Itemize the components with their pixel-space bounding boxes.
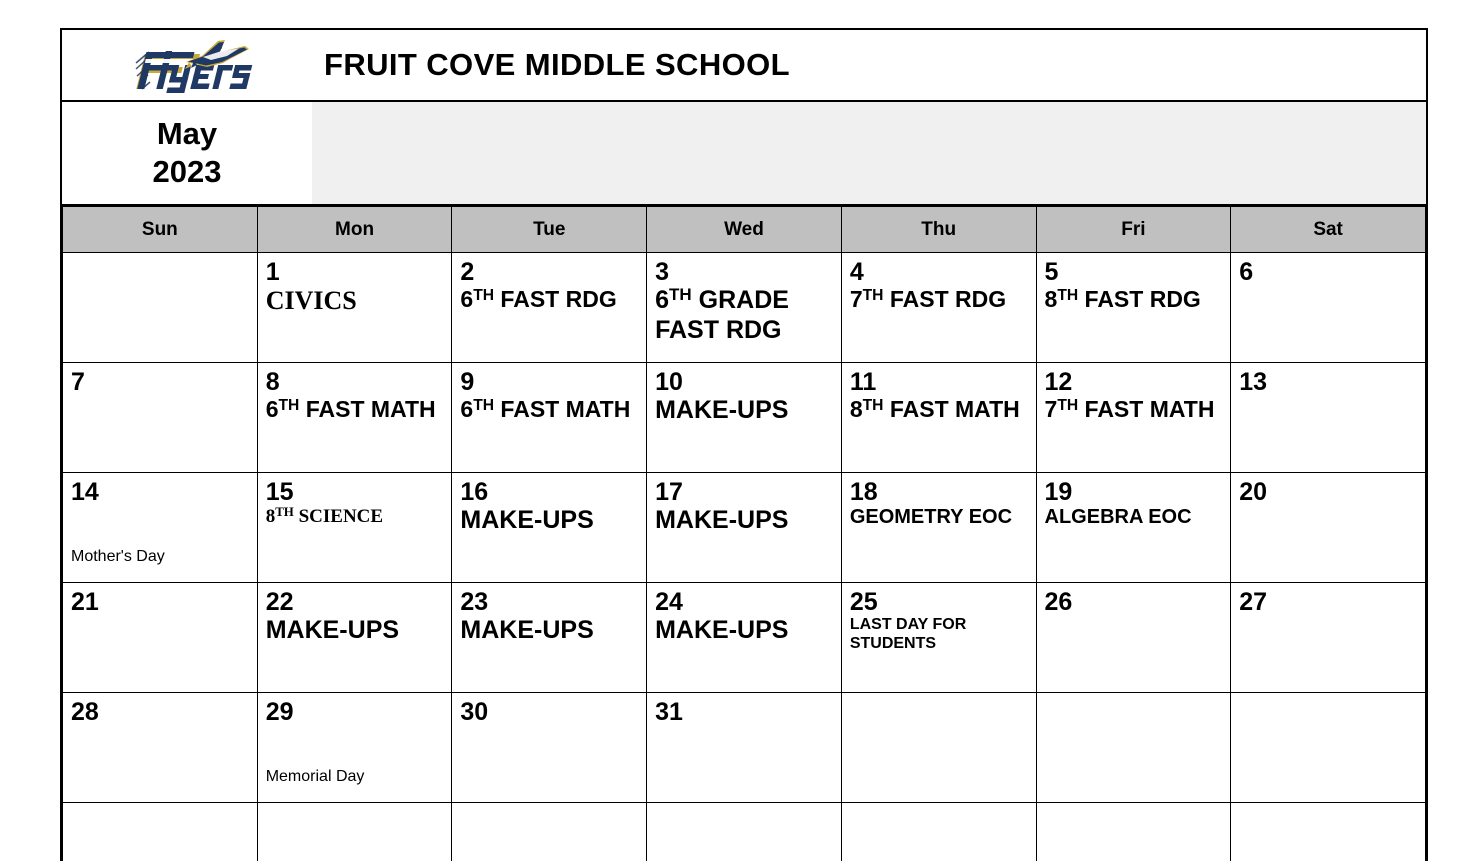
day-cell-content [842, 363, 1036, 472]
day-number: 25 [849, 588, 878, 616]
day-number: 5 [1044, 258, 1059, 286]
calendar-frame [60, 28, 1428, 861]
day-number: 4 [849, 258, 864, 286]
weekday-header-mon: Mon [257, 207, 452, 253]
day-cell-content [452, 583, 646, 692]
calendar-day-cell-empty[interactable] [1036, 693, 1231, 803]
holiday-label: Memorial Day [265, 768, 365, 785]
day-cell-content [842, 803, 1036, 861]
day-number: 31 [655, 698, 683, 726]
day-cell-content [63, 803, 257, 861]
day-cell-content [1037, 253, 1231, 362]
day-event: MAKE-UPS [460, 616, 594, 644]
day-cell-content [452, 253, 646, 362]
calendar-body [63, 253, 1426, 861]
weekday-header-sat: Sat [1231, 207, 1426, 253]
calendar-day-cell-6[interactable] [1231, 253, 1426, 363]
day-event: 6TH FAST MATH [460, 396, 631, 422]
day-cell-content [258, 803, 452, 861]
day-event: MAKE-UPS [460, 506, 594, 534]
calendar-day-cell-1[interactable] [257, 253, 452, 363]
calendar-day-cell-13[interactable] [1231, 363, 1426, 473]
day-cell-content [63, 693, 257, 802]
day-event: CIVICS [265, 286, 357, 315]
day-number: 17 [655, 478, 683, 506]
day-event: 7TH FAST RDG [849, 286, 1007, 312]
day-event: 8TH FAST RDG [1044, 286, 1201, 312]
day-cell-content [647, 473, 841, 582]
day-event: 7TH FAST MATH [1044, 396, 1215, 422]
month-name: May [156, 116, 218, 152]
calendar-day-cell-31[interactable] [647, 693, 842, 803]
calendar-week-row [63, 803, 1426, 861]
day-event: 8TH FAST MATH [849, 396, 1020, 422]
calendar-day-cell-empty[interactable] [63, 803, 258, 861]
day-cell-content [1231, 473, 1425, 582]
weekday-header-fri: Fri [1036, 207, 1231, 253]
day-number: 3 [655, 258, 670, 286]
day-number: 29 [265, 698, 294, 726]
day-number: 6 [1239, 258, 1254, 286]
day-number: 18 [849, 478, 878, 506]
calendar-day-cell-empty[interactable] [841, 693, 1036, 803]
calendar-day-cell-2[interactable] [452, 253, 647, 363]
day-event: ALGEBRA EOC [1044, 506, 1192, 528]
day-event: 6TH GRADE FAST RDG [655, 284, 789, 344]
day-cell-content [452, 693, 646, 802]
calendar-week-row [63, 253, 1426, 363]
calendar-day-cell-5[interactable] [1036, 253, 1231, 363]
day-number: 27 [1239, 588, 1268, 616]
calendar-day-cell-16[interactable] [452, 473, 647, 583]
month-year: 2023 [152, 154, 222, 189]
day-number: 10 [655, 368, 683, 396]
weekday-header-thu: Thu [841, 207, 1036, 253]
holiday-label: Mother's Day [71, 548, 165, 565]
calendar-day-cell-empty[interactable] [257, 803, 452, 861]
day-cell-content [258, 473, 452, 582]
day-event: GEOMETRY EOC [849, 506, 1013, 528]
day-cell-content [1231, 583, 1425, 692]
month-band-filler [312, 102, 1426, 204]
calendar-day-cell-17[interactable] [647, 473, 842, 583]
calendar-day-cell-empty[interactable] [841, 803, 1036, 861]
day-number: 21 [71, 588, 99, 616]
day-event: 6TH FAST RDG [460, 286, 617, 312]
day-cell-content [1231, 693, 1425, 802]
calendar-day-cell-29[interactable] [257, 693, 452, 803]
day-number: 30 [460, 698, 489, 726]
calendar-day-cell-30[interactable] [452, 693, 647, 803]
calendar-week-row [63, 583, 1426, 693]
day-number: 22 [265, 588, 294, 616]
day-number: 28 [71, 698, 99, 726]
day-number: 2 [460, 258, 475, 286]
day-event: LAST DAY FOR STUDENTS [849, 616, 967, 652]
calendar-day-cell-12[interactable] [1036, 363, 1231, 473]
day-number: 20 [1239, 478, 1268, 506]
day-number: 19 [1044, 478, 1073, 506]
day-cell-content [1037, 363, 1231, 472]
day-number: 1 [265, 258, 280, 286]
day-number: 14 [71, 478, 99, 506]
day-number: 24 [655, 588, 683, 616]
day-cell-content [258, 583, 452, 692]
month-band [62, 102, 1426, 206]
day-cell-content [452, 363, 646, 472]
day-number: 9 [460, 368, 475, 396]
calendar-day-cell-3[interactable] [647, 253, 842, 363]
day-event: MAKE-UPS [655, 506, 789, 534]
calendar-day-cell-empty[interactable] [63, 253, 258, 363]
calendar-day-cell-8[interactable] [257, 363, 452, 473]
day-cell-content [647, 693, 841, 802]
calendar-day-cell-19[interactable] [1036, 473, 1231, 583]
month-label-cell [62, 102, 312, 204]
day-cell-content [452, 473, 646, 582]
day-number: 7 [71, 368, 85, 396]
day-cell-content [1037, 803, 1231, 861]
day-cell-content [1037, 473, 1231, 582]
calendar-day-cell-18[interactable] [841, 473, 1036, 583]
day-cell-content [63, 253, 257, 362]
calendar-day-cell-23[interactable] [452, 583, 647, 693]
weekday-header-sun: Sun [63, 207, 258, 253]
calendar-day-cell-25[interactable] [841, 583, 1036, 693]
day-cell-content [1231, 253, 1425, 362]
calendar-day-cell-27[interactable] [1231, 583, 1426, 693]
calendar-day-cell-28[interactable] [63, 693, 258, 803]
calendar-day-cell-4[interactable] [841, 253, 1036, 363]
calendar-day-cell-22[interactable] [257, 583, 452, 693]
day-number: 15 [265, 478, 294, 506]
calendar-day-cell-26[interactable] [1036, 583, 1231, 693]
weekday-header-tue: Tue [452, 207, 647, 253]
day-cell-content [258, 693, 452, 802]
weekday-header-wed: Wed [647, 207, 842, 253]
day-event: 8TH SCIENCE [265, 503, 384, 527]
day-number: 23 [460, 588, 489, 616]
day-cell-content [842, 583, 1036, 692]
school-name-title: FRUIT COVE MIDDLE SCHOOL [324, 47, 790, 82]
day-number: 12 [1044, 368, 1073, 396]
weekday-header-row [63, 207, 1426, 253]
day-number: 8 [265, 368, 280, 396]
calendar-day-cell-empty[interactable] [1036, 803, 1231, 861]
day-cell-content [1231, 363, 1425, 472]
day-cell-content [63, 473, 257, 582]
day-number: 13 [1239, 368, 1268, 396]
school-banner [62, 30, 1426, 102]
day-event: MAKE-UPS [655, 616, 789, 644]
day-cell-content [647, 363, 841, 472]
calendar-week-row [63, 473, 1426, 583]
day-cell-content [842, 473, 1036, 582]
flyers-jet-logo-icon [127, 34, 253, 96]
calendar-day-cell-empty[interactable] [647, 803, 842, 861]
calendar-day-cell-15[interactable] [257, 473, 452, 583]
calendar-day-cell-empty[interactable] [1231, 803, 1426, 861]
day-event: MAKE-UPS [655, 396, 789, 424]
day-cell-content [647, 583, 841, 692]
calendar-day-cell-14[interactable] [63, 473, 258, 583]
calendar-day-cell-7[interactable] [63, 363, 258, 473]
day-cell-content [842, 253, 1036, 362]
day-cell-content [842, 693, 1036, 802]
calendar-day-cell-10[interactable] [647, 363, 842, 473]
calendar-day-cell-9[interactable] [452, 363, 647, 473]
calendar-day-cell-21[interactable] [63, 583, 258, 693]
calendar-day-cell-empty[interactable] [1231, 693, 1426, 803]
calendar-day-cell-24[interactable] [647, 583, 842, 693]
day-number: 11 [849, 368, 877, 396]
day-cell-content [647, 253, 841, 362]
day-event: MAKE-UPS [265, 616, 400, 644]
day-cell-content [1037, 583, 1231, 692]
day-number: 26 [1044, 588, 1073, 616]
school-logo [62, 29, 262, 101]
day-cell-content [63, 363, 257, 472]
day-number: 16 [460, 478, 489, 506]
calendar-grid [62, 206, 1426, 861]
calendar-week-row [63, 693, 1426, 803]
day-cell-content [452, 803, 646, 861]
day-cell-content [1231, 803, 1425, 861]
calendar-day-cell-11[interactable] [841, 363, 1036, 473]
day-cell-content [647, 803, 841, 861]
day-event: 6TH FAST MATH [265, 396, 436, 422]
calendar-day-cell-empty[interactable] [452, 803, 647, 861]
day-cell-content [1037, 693, 1231, 802]
day-cell-content [258, 253, 452, 362]
calendar-week-row [63, 363, 1426, 473]
day-cell-content [63, 583, 257, 692]
calendar-day-cell-20[interactable] [1231, 473, 1426, 583]
day-cell-content [258, 363, 452, 472]
